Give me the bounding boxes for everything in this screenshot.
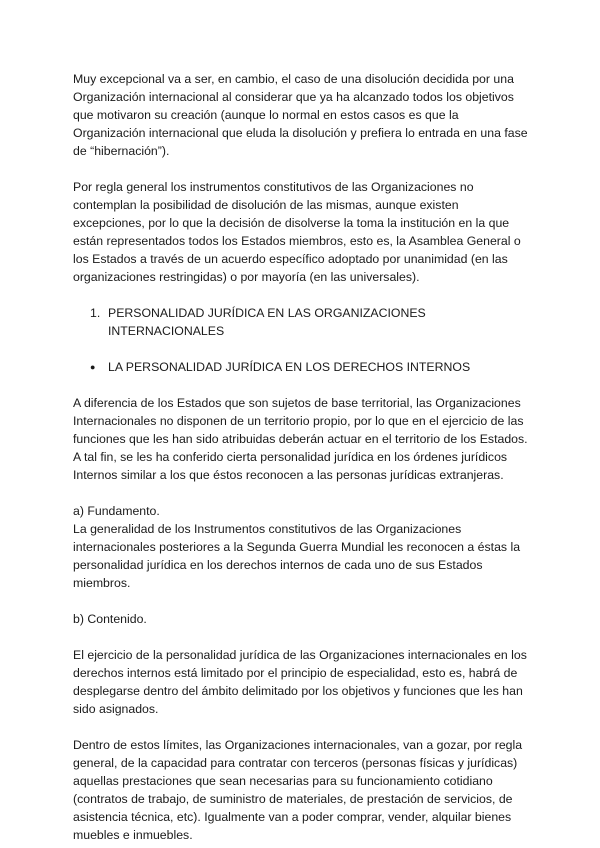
paragraph-fundamento: La generalidad de los Instrumentos constitutivos de las Organizaciones internacionales posteriores a la Segunda Guerra Mundial les reconocen a éstas la personalidad jurídica en los derechos internos de cada uno de sus Estados miembros. [73, 522, 521, 590]
paragraph-especialidad: El ejercicio de la personalidad jurídica de las Organizaciones internacionales en los derechos internos está limitado por el principio de especialidad, esto es, habrá de desplegarse dentro del ámbito delimitado por los objetivos y funciones que les han sido asignados. [73, 648, 527, 716]
numbered-heading [73, 304, 533, 340]
bullet-heading-text: LA PERSONALIDAD JURÍDICA EN LOS DERECHOS INTERNOS [108, 360, 471, 374]
subheading-contenido: b) Contenido. [73, 612, 147, 626]
paragraph-diferencia-estados: A diferencia de los Estados que son sujetos de base territorial, las Organizaciones Internacionales no disponen de un territorio propio, por lo que en el ejercicio de las funciones que les han sido atribuidas deberán actuar en el territorio de los Estados. A tal fin, se les ha conferido cierta personalidad jurídica en los órdenes jurídicos Internos similar a los que éstos reconocen a las personas jurídicas extranjeras. [73, 396, 528, 482]
subheading-fundamento: a) Fundamento. [73, 504, 160, 518]
list-number: 1. [90, 306, 101, 320]
numbered-heading-text: PERSONALIDAD JURÍDICA EN LAS ORGANIZACIONES INTERNACIONALES [108, 306, 426, 338]
paragraph-regla-general: Por regla general los instrumentos constitutivos de las Organizaciones no contemplan la posibilidad de disolución de las mismas, aunque existen excepciones, por lo que la decisión de disolverse la toma la institución en la que están representados todos los Estados miembros, esto es, la Asamblea General o los Estados a través de un acuerdo específico adoptado por unanimidad (en las organizaciones restringidas) o por mayoría (en las universales). [73, 180, 521, 284]
bullet-heading [73, 358, 533, 376]
document-body [73, 70, 533, 844]
paragraph-disolucion-excepcional: Muy excepcional va a ser, en cambio, el caso de una disolución decidida por una Organización internacional al considerar que ya ha alcanzado todos los objetivos que motivaron su creación (aunque lo normal en estos casos es que la Organización internacional que eluda la disolución y prefiera lo entrada en una fase de “hibernación”). [73, 72, 528, 158]
bullet-icon: ● [90, 362, 96, 372]
paragraph-limites: Dentro de estos límites, las Organizaciones internacionales, van a gozar, por regla general, de la capacidad para contratar con terceros (personas físicas y jurídicas) aquellas prestaciones que sean necesarias para su funcionamiento cotidiano (contratos de trabajo, de suministro de materiales, de prestación de servicios, de asistencia técnica, etc). Igualmente van a poder comprar, vender, alquilar bienes muebles e inmuebles. [73, 738, 523, 842]
